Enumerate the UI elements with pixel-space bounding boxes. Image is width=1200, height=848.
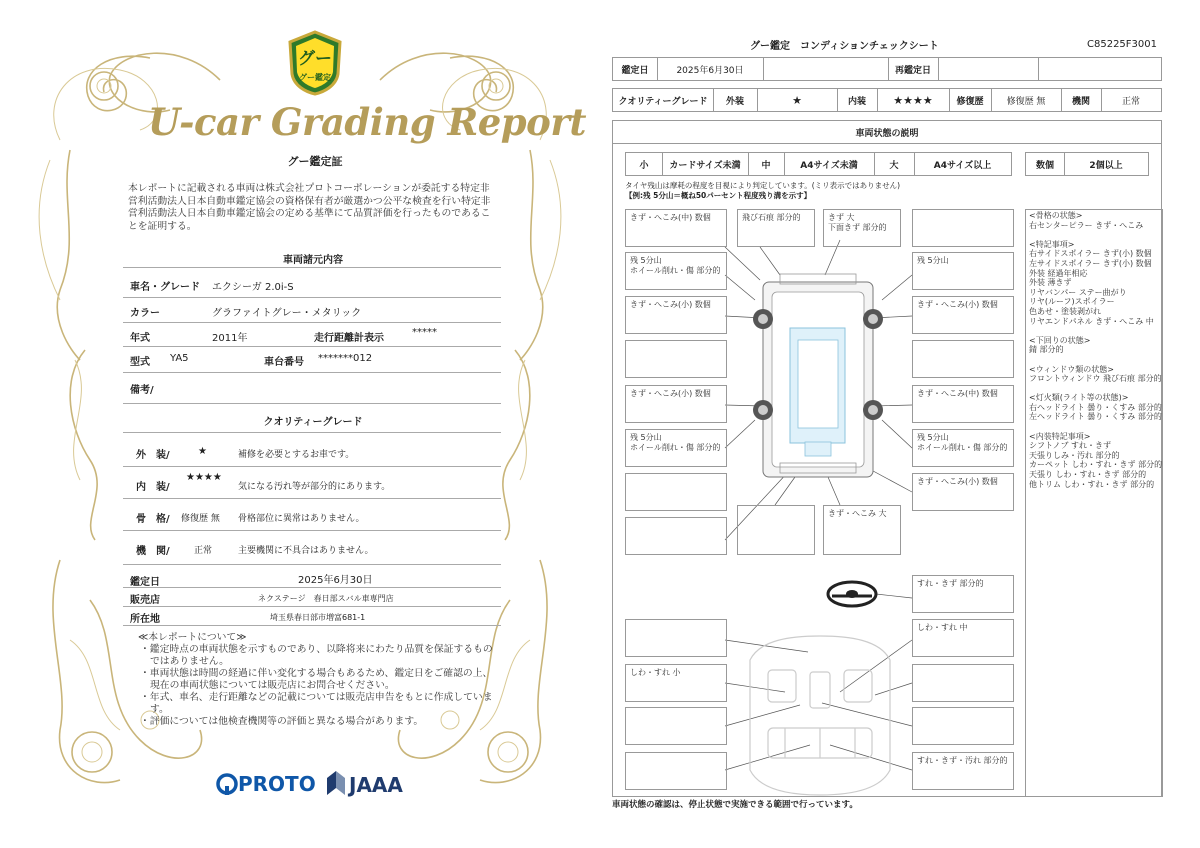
car-interior-view	[750, 636, 890, 795]
note-item: ・年式、車名、走行距離などの記載については販売店申告をもとに作成しています。	[140, 692, 493, 715]
note-item: ・鑑定時点の車両状態を示すものであり、以降将来にわたり品質を保証するものではありません。	[140, 644, 493, 667]
exterior-condition-box: きず・へこみ(小) 数個	[912, 296, 1014, 334]
legend-large: 大	[889, 160, 899, 171]
interior-condition-box	[625, 752, 727, 790]
note-line: <下回りの状態>	[1029, 335, 1091, 345]
divider	[123, 625, 501, 626]
note-line: <特記事項>	[1029, 239, 1075, 249]
note-line: <ウィンドウ類の状態>	[1029, 364, 1114, 374]
interior-stars: ★★★★	[186, 472, 222, 483]
interior-condition-box: しわ・すれ 小	[625, 664, 727, 702]
remarks-label: 備考/	[130, 385, 154, 396]
legend-count: 数個	[1035, 160, 1054, 171]
interior-label: 内装	[847, 96, 866, 107]
exterior-condition-box: きず・へこみ 大	[823, 505, 901, 555]
reappraisal-label: 再鑑定日	[894, 65, 931, 76]
goo-appraisal-badge	[286, 30, 344, 96]
jaaa-wordmark: JAAA	[349, 773, 403, 797]
exterior-condition-box	[737, 505, 815, 555]
engine-description: 主要機関に不具合はありません。	[238, 546, 374, 556]
note-line: リヤエンドパネル きず・へこみ 中	[1029, 316, 1154, 326]
divider	[123, 322, 501, 323]
divider	[123, 466, 501, 467]
note-spacer	[1029, 326, 1159, 336]
divider	[123, 530, 501, 531]
note-item: ・評価については他検査機関等の評価と異なる場合があります。	[140, 716, 424, 727]
steering-wheel-icon	[828, 582, 876, 606]
frame-label: 骨 格/	[136, 514, 170, 525]
address-label: 所在地	[130, 614, 160, 625]
model-label: 型式	[130, 357, 150, 368]
frame-value: 修復歴 無	[181, 514, 220, 524]
proto-wordmark: PROTO	[238, 772, 316, 796]
dealer-name: ネクステージ 春日部スバル車専門店	[258, 594, 394, 603]
note-line: シフトノブ すれ・きず	[1029, 441, 1112, 451]
engine-label: 機 関/	[136, 546, 170, 557]
note-line: 色あせ・塗装剥がれ	[1029, 306, 1101, 316]
date-value: 2025年6月30日	[676, 65, 744, 76]
interior-condition-box: すれ・きず 部分的	[912, 575, 1014, 613]
svg-text:グー: グー	[298, 49, 332, 69]
interior-condition-box: すれ・きず・汚れ 部分的	[912, 752, 1014, 790]
divider	[123, 587, 501, 588]
dealer-address: 埼玉県春日部市増富681-1	[270, 613, 366, 622]
divider	[123, 372, 501, 373]
note-line: カーペット しわ・すれ・きず 部分的	[1029, 460, 1163, 470]
certificate-heading: グー鑑定証	[287, 155, 343, 168]
note-spacer	[1029, 230, 1159, 240]
appraisal-date-label: 鑑定日	[130, 577, 160, 588]
year-value: 2011年	[212, 333, 248, 344]
exterior-label: 外装	[725, 96, 744, 107]
note-line: 錆 部分的	[1029, 345, 1064, 355]
note-line: 外装 薄きず	[1029, 278, 1072, 288]
notes-heading: ≪本レポートについて≫	[138, 632, 247, 643]
note-spacer	[1029, 422, 1159, 432]
exterior-condition-box	[912, 209, 1014, 247]
exterior-condition-box: きず・へこみ(中) 数個	[912, 385, 1014, 423]
exterior-condition-box	[625, 340, 727, 378]
exterior-condition-box: 残 5分山 ホイール削れ・傷 部分的	[912, 429, 1014, 467]
exterior-condition-box	[625, 473, 727, 511]
exterior-condition-box	[912, 340, 1014, 378]
shield-icon	[286, 30, 344, 96]
note-line: <骨格の状態>	[1029, 211, 1083, 220]
legend-count-description: 2個以上	[1089, 160, 1123, 171]
report-title: U-car Grading Report	[148, 100, 586, 144]
note-line: <灯火類(ライト等の状態)>	[1029, 393, 1129, 403]
quality-grade-label: クオリティーグレード	[618, 96, 708, 107]
note-line: 左サイドスポイラー きず(小) 数個	[1029, 258, 1152, 268]
exterior-stars: ★	[198, 446, 207, 457]
interior-condition-box	[912, 707, 1014, 745]
exterior-label: 外 装/	[136, 450, 170, 461]
note-line: 外装 経過年相応	[1029, 268, 1088, 278]
divider	[123, 498, 501, 499]
tire-note: タイヤ残山は摩耗の程度を目視により判定しています。(ミリ表示ではありません)	[625, 181, 901, 190]
engine-value: 正常	[1121, 96, 1140, 107]
engine-label: 機関	[1071, 96, 1090, 107]
note-line: リヤバンパー ステー曲がり	[1029, 287, 1127, 297]
exterior-condition-box: きず・へこみ(中) 数個	[625, 209, 727, 247]
proto-mark-icon	[216, 773, 238, 795]
engine-value: 正常	[194, 546, 213, 556]
note-spacer	[1029, 384, 1159, 394]
exterior-condition-box: きず・へこみ(小) 数個	[912, 473, 1014, 511]
car-name-label: 車名・グレード	[130, 282, 200, 293]
exterior-condition-box: 残 5分山	[912, 252, 1014, 290]
legend-large-description: A4サイズ以上	[933, 160, 992, 171]
document-id: C85225F3001	[1087, 39, 1157, 50]
special-notes-panel	[1025, 209, 1163, 797]
dealer-label: 販売店	[130, 595, 160, 606]
exterior-condition-box: 残 5分山 ホイール削れ・傷 部分的	[625, 429, 727, 467]
date-label: 鑑定日	[621, 65, 649, 76]
divider	[123, 403, 501, 404]
interior-condition-box	[625, 619, 727, 657]
note-spacer	[1029, 355, 1159, 365]
car-top-view	[753, 274, 883, 477]
frame-description: 骨格部位に異常はありません。	[238, 514, 365, 524]
quality-heading: クオリティーグレード	[263, 417, 363, 428]
interior-condition-box	[625, 707, 727, 745]
interior-condition-box: しわ・すれ 中	[912, 619, 1014, 657]
sheet-footer-note: 車両状態の確認は、停止状態で実施できる範囲で行っています。	[612, 800, 858, 810]
exterior-condition-box: きず・へこみ(小) 数個	[625, 385, 727, 423]
interior-label: 内 装/	[136, 482, 170, 493]
section-title: 車両状態の説明	[855, 128, 919, 139]
divider	[123, 606, 501, 607]
badge-label: グー鑑定	[299, 73, 331, 82]
legend-small: 小	[639, 160, 649, 171]
car-name-value: エクシーガ 2.0i-S	[212, 282, 294, 293]
exterior-description: 補修を必要とするお車です。	[238, 450, 355, 460]
interior-condition-box	[912, 664, 1014, 702]
legend-small-description: カードサイズ未満	[669, 160, 741, 171]
exterior-condition-box: きず 大 下面きず 部分的	[823, 209, 901, 247]
exterior-condition-box: きず・へこみ(小) 数個	[625, 296, 727, 334]
specs-heading: 車両諸元内容	[283, 255, 343, 266]
legend-medium: 中	[761, 160, 771, 171]
note-line: 右サイドスポイラー きず(小) 数個	[1029, 249, 1152, 259]
note-line: 天張りしみ・汚れ 部分的	[1029, 450, 1120, 460]
note-line: 左ヘッドライト 曇り・くすみ 部分的	[1029, 412, 1162, 422]
divider	[123, 297, 501, 298]
exterior-stars: ★	[792, 93, 802, 107]
divider	[123, 267, 501, 268]
year-label: 年式	[130, 333, 150, 344]
report-notes	[138, 632, 493, 728]
repair-history-value: 修復歴 無	[1006, 96, 1046, 107]
interior-description: 気になる汚れ等が部分的にあります。	[238, 482, 391, 492]
exterior-condition-box	[625, 517, 727, 555]
color-value: グラファイトグレー・メタリック	[212, 308, 362, 319]
tire-example-note: 【例:残 5分山＝概ね50パーセント程度残り溝を示す】	[625, 191, 812, 200]
divider	[123, 432, 501, 433]
model-value: YA5	[170, 353, 189, 364]
note-line: リヤ(ルーフ)スポイラー	[1029, 297, 1115, 307]
note-line: 右ヘッドライト 曇り・くすみ 部分的	[1029, 402, 1162, 412]
color-label: カラー	[130, 308, 160, 319]
note-item: ・車両状態は時間の経過に伴い変化する場合もあるため、鑑定日をご確認の上、現在の車両状態については販売店にお問合せください。	[140, 668, 493, 691]
note-line: 他トリム しわ・すれ・きず 部分的	[1029, 479, 1155, 489]
sheet-title: グー鑑定 コンディションチェックシート	[750, 41, 939, 52]
legend-medium-description: A4サイズ未満	[800, 160, 858, 171]
chassis-value: *******012	[318, 353, 373, 364]
appraisal-date: 2025年6月30日	[298, 575, 373, 586]
jaaa-mark-icon	[326, 770, 346, 796]
mileage-label: 走行距離計表示	[314, 333, 384, 344]
exterior-condition-box: 残 5分山 ホイール削れ・傷 部分的	[625, 252, 727, 290]
certificate-intro: 本レポートに記載される車両は株式会社プロトコーポレーションが委託する特定非営利活動法人日本自動車鑑定協会の資格保有者が厳選かつ公平な検査を行い特定非営利活動法人日本自動車鑑定協会の定める基準にて品質評価を行ったものであることを証明する。	[128, 183, 491, 232]
note-line: <内装特記事項>	[1029, 431, 1091, 441]
note-line: フロントウィンドウ 飛び石痕 部分的	[1029, 374, 1162, 384]
divider	[123, 346, 501, 347]
exterior-condition-box: 飛び石痕 部分的	[737, 209, 815, 247]
chassis-label: 車台番号	[264, 357, 304, 368]
condition-check-sheet	[600, 0, 1200, 848]
note-line: 天張り しわ・すれ・きず 部分的	[1029, 470, 1147, 480]
divider	[123, 564, 501, 565]
note-line: 右センターピラー きず・へこみ	[1029, 220, 1144, 230]
repair-history-label: 修復歴	[956, 96, 984, 107]
interior-stars: ★★★★	[893, 93, 933, 107]
mileage-value: *****	[412, 327, 437, 338]
